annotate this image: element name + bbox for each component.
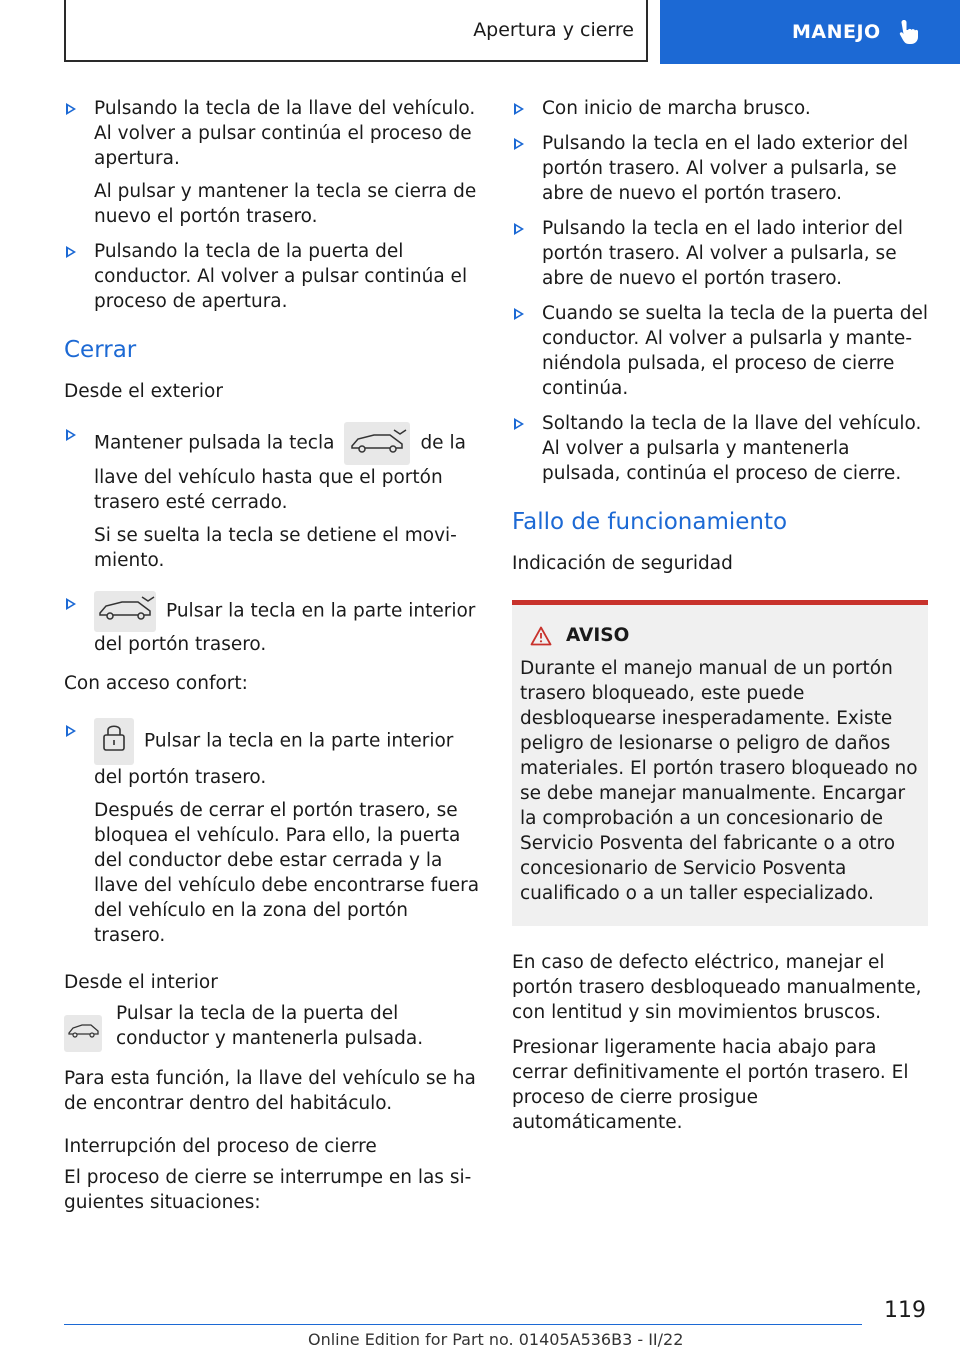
- bullet-triangle-icon: [66, 429, 76, 441]
- warning-box: [512, 600, 928, 926]
- driver-door-tailgate-icon: [64, 1015, 102, 1052]
- list-item: Pulsando la tecla en el lado interior del portón trasero. Al volver a pulsarla, se abre de nuevo el portón trasero.: [512, 216, 928, 291]
- footer-divider: [64, 1324, 862, 1325]
- heading-seguridad: Indicación de seguridad: [512, 553, 733, 574]
- tailgate-button-icon: [94, 591, 156, 632]
- warning-text: Durante el manejo manual de un portón trasero bloqueado, este puede desbloquearse inesperadamente. Existe peligro de lesionarse o peligro de daños materiales. El portón trasero bloqueado no se debe manejar manualmente. Encargar la comprobación a un concesionario de Servicio Posventa del fabricante o a otro concesionario de Servicio Posventa cualificado o a un taller especializado.: [520, 658, 918, 904]
- list-item: Pulsando la tecla de la llave del vehículo. Al volver a pulsar continúa el proceso de apertura. Al pulsar y mantener la tecla se cierra de nuevo el portón trasero.: [64, 96, 480, 229]
- paragraph: El proceso de cierre se interrumpe en las siguientes situaciones:: [64, 1167, 472, 1213]
- right-column: [512, 96, 928, 1145]
- bullet-triangle-icon: [514, 418, 524, 430]
- bullet-triangle-icon: [514, 138, 524, 150]
- paragraph: Presionar ligeramente hacia abajo para cerrar definitivamente el portón trasero. El proceso de cierre prosigue automáticamente.: [512, 1037, 909, 1133]
- bullet-triangle-icon: [514, 223, 524, 235]
- bullet-triangle-icon: [66, 103, 76, 115]
- running-header: [64, 0, 648, 62]
- list-item: Pulsar la tecla en la parte interior del portón trasero. Después de cerrar el portón trasero, se bloquea el vehículo. Para ello, la puerta del conductor debe estar cerrada y la llave del vehículo debe encontrarse fuera del vehículo en la zona del portón trasero.: [64, 718, 480, 948]
- list-item: Cuando se suelta la tecla de la puerta del conductor. Al volver a pulsarla y manteniéndola pulsada, el proceso de cierre continúa.: [512, 301, 928, 401]
- list-item: Pulsando la tecla de la puerta del conductor. Al volver a pulsar continúa el proceso de apertura.: [64, 239, 480, 314]
- warning-title: AVISO: [530, 623, 920, 648]
- chapter-tab: [660, 0, 960, 64]
- heading-desde-exterior: Desde el exterior: [64, 381, 223, 402]
- page-number: 119: [884, 1298, 926, 1323]
- bullet-triangle-icon: [514, 103, 524, 115]
- chapter-title: MANEJO: [792, 21, 881, 43]
- heading-cerrar: Cerrar: [64, 337, 137, 363]
- heading-desde-interior: Desde el interior: [64, 972, 218, 993]
- section-title: Apertura y cierre: [473, 19, 634, 41]
- bullet-triangle-icon: [66, 598, 76, 610]
- heading-fallo: Fallo de funcionamiento: [512, 509, 788, 535]
- warning-triangle-icon: [530, 626, 552, 646]
- left-column: [64, 96, 480, 1225]
- list-item: Pulsando la tecla en el lado exterior del portón trasero. Al volver a pulsarla, se abre de nuevo el portón trasero.: [512, 131, 928, 206]
- heading-interrupcion: Interrupción del proceso de cierre: [64, 1136, 377, 1157]
- list-item: Soltando la tecla de la llave del vehículo. Al volver a pulsarla y mantenerla pulsada, continúa el proceso de cierre.: [512, 411, 928, 486]
- interior-button-row: Pulsar la tecla de la puerta del conductor y mantenerla pulsada.: [64, 1001, 480, 1052]
- lock-button-icon: [94, 718, 134, 765]
- list-item: Pulsar la tecla en la parte interior del portón trasero.: [64, 591, 480, 657]
- list-item: Mantener pulsada la tecla de la llave del vehículo hasta que el portón trasero esté cerrado. Si se suelta la tecla se detiene el movimiento.: [64, 422, 480, 573]
- bullet-triangle-icon: [66, 725, 76, 737]
- edition-note: Online Edition for Part no. 01405A536B3 - II/22: [308, 1330, 684, 1349]
- list-item: Con inicio de marcha brusco.: [512, 96, 928, 121]
- paragraph: Para esta función, la llave del vehículo se ha de encontrar dentro del habitáculo.: [64, 1068, 476, 1114]
- bullet-triangle-icon: [66, 246, 76, 258]
- hand-pointer-icon: [899, 19, 921, 45]
- bullet-triangle-icon: [514, 308, 524, 320]
- paragraph: En caso de defecto eléctrico, manejar el portón trasero desbloqueado manualmente, con lentitud y sin movimientos bruscos.: [512, 952, 922, 1023]
- tailgate-close-key-icon: [344, 422, 410, 465]
- paragraph: Con acceso confort:: [64, 673, 248, 694]
